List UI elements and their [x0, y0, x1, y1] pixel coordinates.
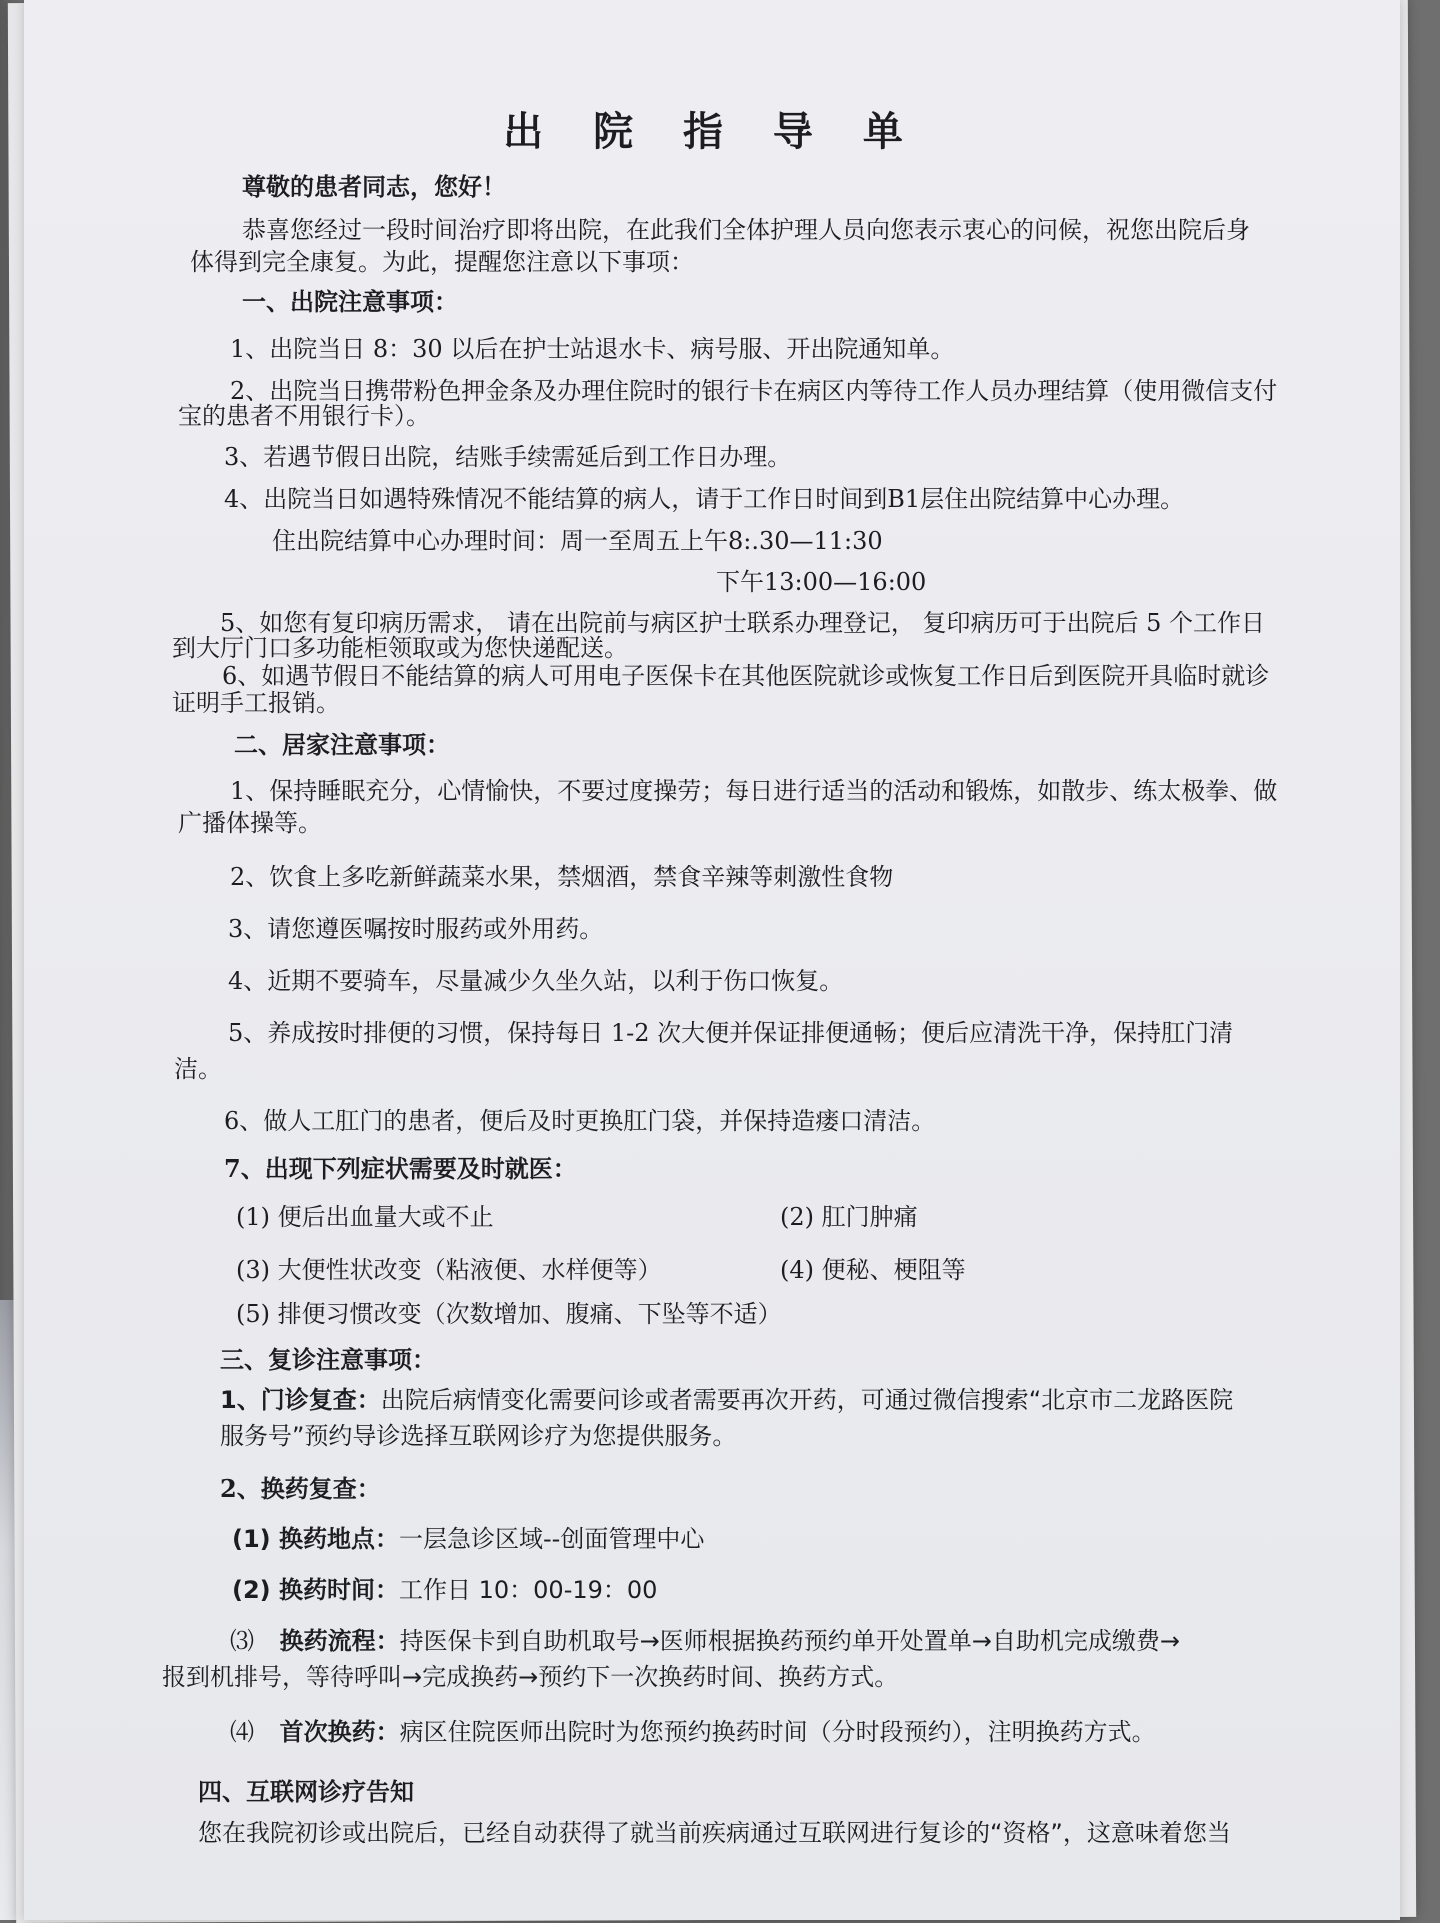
section-4-text: 您在我院初诊或出院后，已经自动获得了就当前疾病通过互联网进行复诊的“资格”，这意味着您当: [198, 1819, 1231, 1847]
clinic-followup-line-2: 服务号”预约导诊选择互联网诊疗为您提供服务。: [220, 1422, 737, 1450]
section-1-item-6-line-1: 6、如遇节假日不能结算的病人可用电子医保卡在其他医院就诊或恢复工作日后到医院开具临时就诊: [222, 662, 1270, 690]
section-4-heading: 四、互联网诊疗告知: [198, 1778, 414, 1806]
section-2-item-2: 2、饮食上多吃新鲜蔬菜水果，禁烟酒，禁食辛辣等刺激性食物: [230, 863, 894, 891]
document-title: 出 院 指 导 单: [503, 109, 921, 155]
dressing-time-value: 工作日 10：00-19：00: [399, 1576, 658, 1604]
first-dressing-label: 首次换药：: [279, 1718, 400, 1746]
first-dressing-text: 病区住院医师出院时为您预约换药时间（分时段预约），注明换药方式。: [399, 1718, 1156, 1746]
dressing-flow-line-2: 报到机排号，等待呼叫→完成换药→预约下一次换药时间、换药方式。: [162, 1663, 899, 1691]
dressing-time: [232, 1575, 657, 1605]
discharge-guide-document: [24, 0, 1400, 1920]
clinic-followup-label: 1、门诊复查：: [220, 1386, 381, 1414]
symptoms-heading: 7、出现下列症状需要及时就医：: [224, 1154, 577, 1183]
section-2-heading: 二、居家注意事项：: [234, 730, 450, 759]
section-2-item-6: 6、做人工肛门的患者，便后及时更换肛门袋，并保持造瘘口清洁。: [224, 1107, 936, 1135]
section-1-item-3: 3、若遇节假日出院，结账手续需延后到工作日办理。: [224, 443, 792, 471]
intro-line-1: 恭喜您经过一段时间治疗即将出院，在此我们全体护理人员向您表示衷心的问候，祝您出院后身: [242, 216, 1250, 244]
dressing-time-label: (2) 换药时间：: [232, 1576, 399, 1604]
first-dressing: [230, 1717, 1156, 1747]
section-1-item-5-line-1: 5、如您有复印病历需求， 请在出院前与病区护士联系办理登记， 复印病历可于出院后 5 个工作日: [220, 609, 1266, 637]
clinic-followup-line-1: [220, 1385, 1233, 1415]
section-3-heading: 三、复诊注意事项：: [220, 1345, 436, 1374]
clinic-followup-text: 出院后病情变化需要问诊或者需要再次开药，可通过微信搜索“北京市二龙路医院: [380, 1386, 1234, 1414]
section-1-item-4: 4、出院当日如遇特殊情况不能结算的病人，请于工作日时间到B1层住出院结算中心办理。: [224, 485, 1185, 513]
symptom-1: (1) 便后出血量大或不止: [236, 1203, 494, 1231]
section-1-item-5-line-2: 到大厅门口多功能柜领取或为您快递配送。: [172, 634, 628, 662]
section-1-item-6-line-2: 证明手工报销。: [172, 689, 340, 717]
section-1-item-2-line-1: 2、出院当日携带粉色押金条及办理住院时的银行卡在病区内等待工作人员办理结算（使用微信支付: [230, 377, 1278, 405]
dressing-flow-label: 换药流程：: [279, 1627, 400, 1655]
symptom-3: (3) 大便性状改变（粘液便、水样便等）: [236, 1256, 662, 1284]
section-2-item-5-line-1: 5、养成按时排便的习惯，保持每日 1-2 次大便并保证排便通畅；便后应清洗干净，保持肛门清: [228, 1019, 1234, 1047]
section-2-item-1-line-2: 广播体操等。: [178, 809, 322, 837]
section-1-heading: 一、出院注意事项：: [242, 287, 458, 316]
dressing-flow-line-1: [230, 1626, 1180, 1656]
dressing-place-value: 一层急诊区域--创面管理中心: [399, 1525, 705, 1553]
section-2-item-4: 4、近期不要骑车，尽量减少久坐久站，以利于伤口恢复。: [228, 967, 844, 995]
dressing-place-label: (1) 换药地点：: [232, 1525, 399, 1553]
greeting: 尊敬的患者同志，您好！: [242, 172, 506, 201]
dressing-place: [232, 1524, 704, 1554]
dressing-heading: 2、换药复查：: [220, 1474, 381, 1503]
section-2-item-3: 3、请您遵医嘱按时服药或外用药。: [228, 915, 604, 943]
first-dressing-num: ⑷: [230, 1718, 254, 1746]
symptom-5: (5) 排便习惯改变（次数增加、腹痛、下坠等不适）: [236, 1300, 782, 1328]
section-2-item-1-line-1: 1、保持睡眠充分，心情愉快，不要过度操劳；每日进行适当的活动和锻炼，如散步、练太极拳、做: [230, 777, 1278, 805]
section-2-item-5-line-2: 洁。: [174, 1055, 222, 1083]
dressing-flow-num: ⑶: [230, 1627, 254, 1655]
settlement-hours-pm: 下午13:00—16:00: [716, 568, 927, 596]
symptom-2: (2) 肛门肿痛: [780, 1203, 918, 1231]
intro-line-2: 体得到完全康复。为此，提醒您注意以下事项：: [190, 248, 694, 276]
section-1-item-2-line-2: 宝的患者不用银行卡）。: [178, 402, 430, 430]
settlement-hours-am: 住出院结算中心办理时间：周一至周五上午8:.30—11:30: [272, 527, 883, 555]
dressing-flow-text: 持医保卡到自助机取号→医师根据换药预约单开处置单→自助机完成缴费→: [399, 1627, 1180, 1655]
symptom-4: (4) 便秘、梗阻等: [780, 1256, 966, 1284]
section-1-item-1: 1、出院当日 8：30 以后在护士站退水卡、病号服、开出院通知单。: [230, 335, 955, 363]
